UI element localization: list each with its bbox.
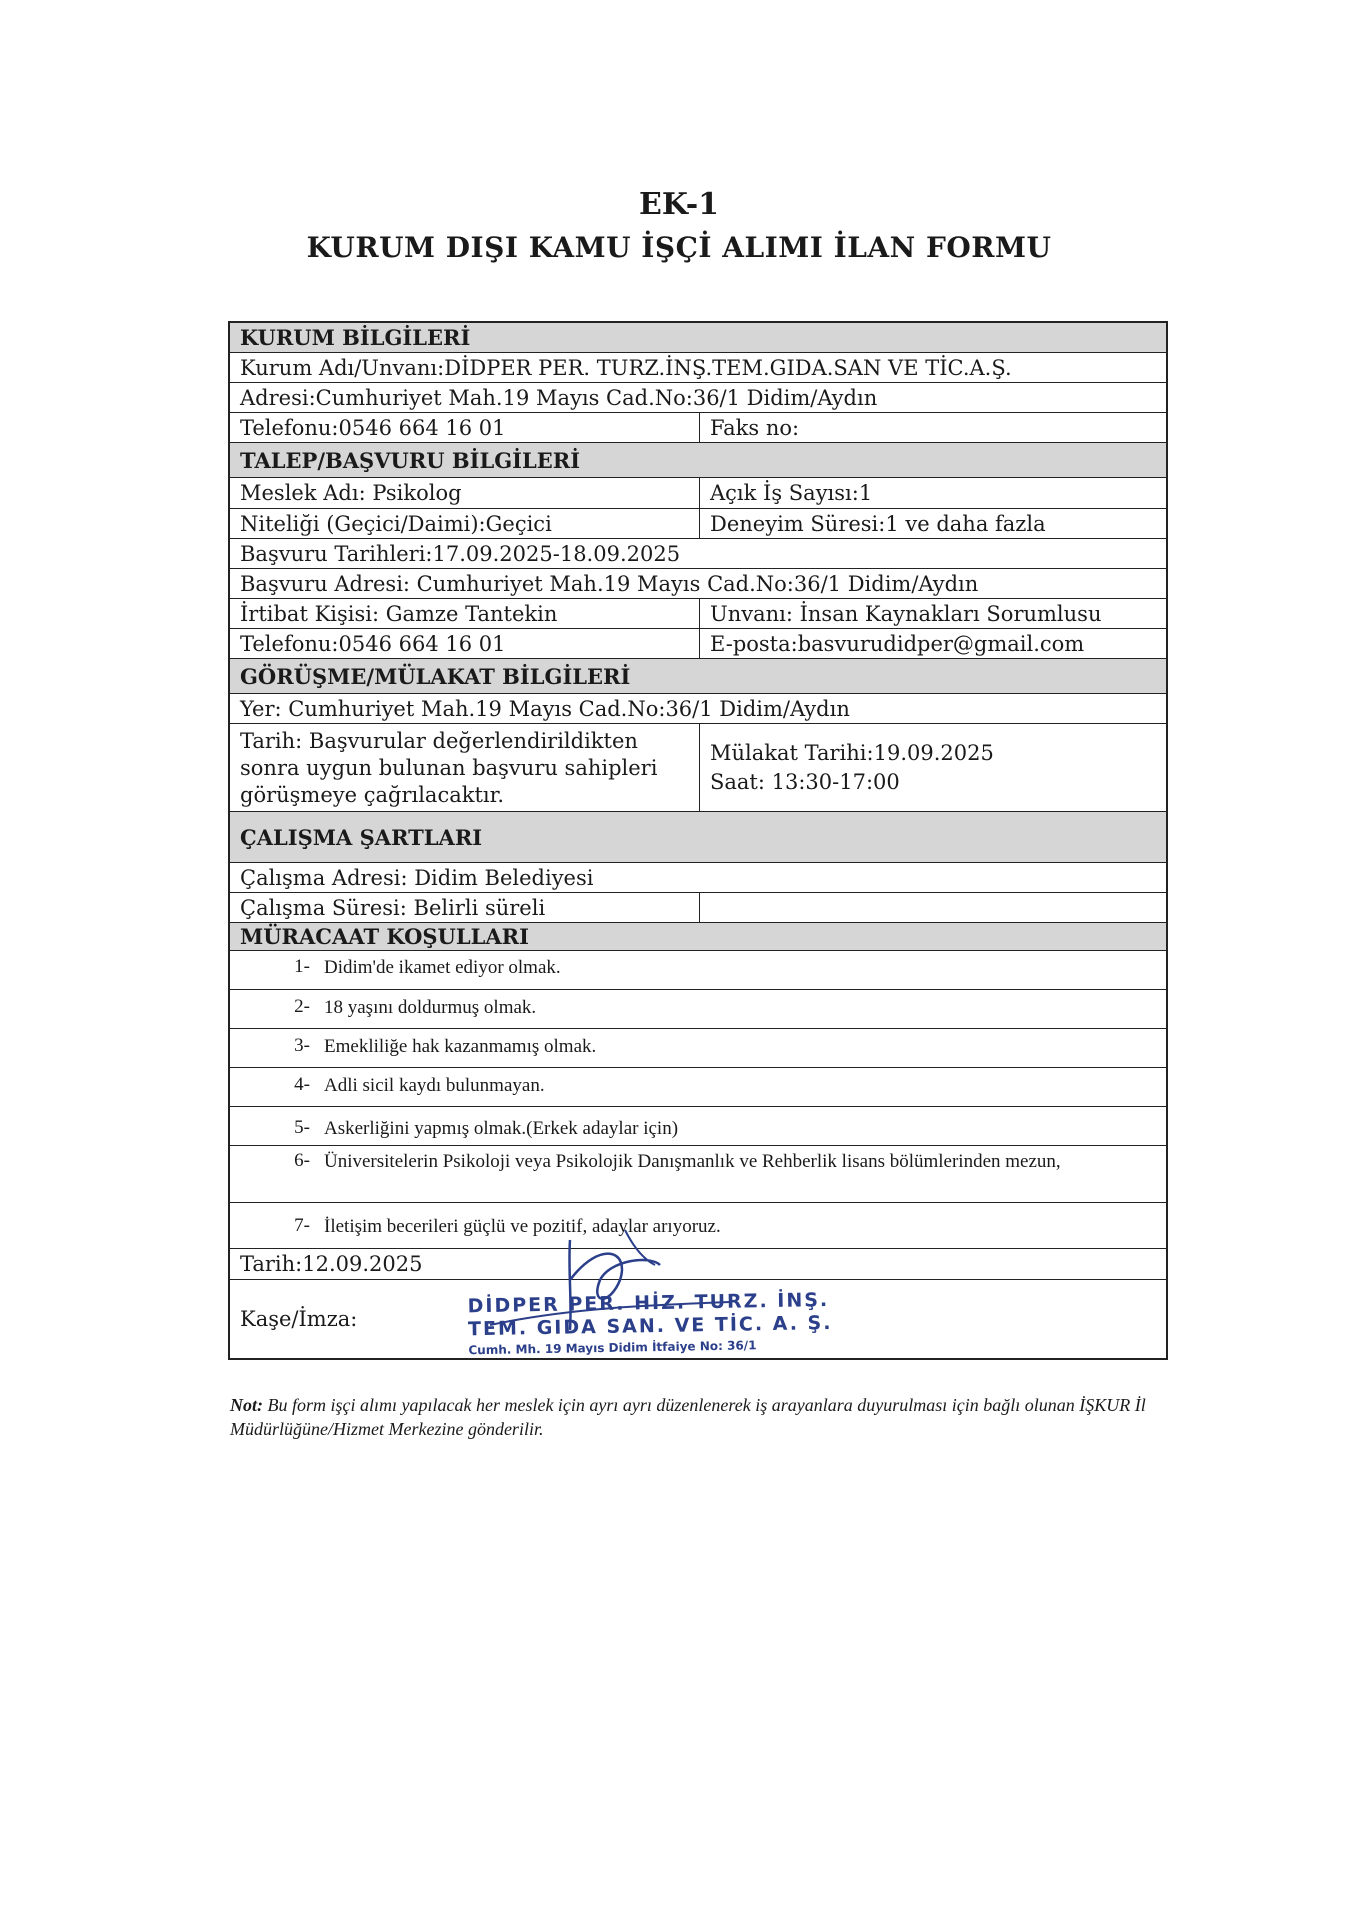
company-stamp [467,1289,848,1360]
row-dates [230,539,1166,569]
interview-date: Mülakat Tarihi:19.09.2025 [710,740,994,765]
open-positions: Açık İş Sayısı:1 [710,481,873,505]
row-interview-date [230,724,1166,812]
section-calisma [230,812,1166,863]
row-profession [230,478,1166,509]
row-app-address [230,569,1166,599]
section-title: MÜRACAAT KOŞULLARI [240,924,529,949]
application-dates: Başvuru Tarihleri:17.09.2025-18.09.2025 [240,541,681,566]
interview-place: Yer: Cumhuriyet Mah.19 Mayıs Cad.No:36/1 Didim/Aydın [240,696,850,721]
condition-number: 3- [294,1035,310,1056]
contact-email: E-posta:basvurudidper@gmail.com [710,631,1085,656]
section-gorusme [230,659,1166,694]
row-kurum-contact [230,413,1166,443]
document-code: EK-1 [638,187,720,222]
stamp-line: TEM. GIDA SAN. VE TİC. A. Ş. [467,1311,833,1341]
row-contact-phone [230,629,1166,659]
experience: Deneyim Süresi:1 ve daha fazla [710,511,1046,536]
condition-text: 18 yaşını doldurmuş olmak. [324,997,537,1018]
section-title: GÖRÜŞME/MÜLAKAT BİLGİLERİ [240,663,631,689]
stamp-label: Kaşe/İmza: [240,1307,358,1331]
row-work-duration [230,893,1166,923]
note-text: Bu form işçi alımı yapılacak her meslek için ayrı ayrı düzenlenerek iş arayanlara duyurulması için bağlı olunan İŞKUR İl Müdürlüğüne/Hizmet Merkezine gönderilir. [230,1395,1146,1439]
condition-row [230,1068,1166,1107]
condition-row [230,951,1166,990]
work-address: Çalışma Adresi: Didim Belediyesi [240,865,594,890]
condition-text: Emekliliğe hak kazanmamış olmak. [324,1036,597,1057]
institution-address: Adresi:Cumhuriyet Mah.19 Mayıs Cad.No:36/1 Didim/Aydın [240,385,878,410]
condition-number: 5- [294,1117,310,1138]
row-signature [230,1280,1166,1358]
condition-number: 6- [294,1150,310,1171]
condition-text: Didim'de ikamet ediyor olmak. [324,957,561,978]
condition-number: 1- [294,956,310,977]
condition-number: 4- [294,1074,310,1095]
footer-note [230,1393,1170,1441]
stamp-line: DİDPER PER. HİZ. TURZ. İNŞ. [467,1289,830,1318]
condition-text: Adli sicil kaydı bulunmayan. [324,1075,545,1096]
condition-text: İletişim becerileri güçlü ve pozitif, adaylar arıyoruz. [324,1216,721,1237]
interview-schedule [700,724,1166,811]
condition-row [230,1146,1166,1203]
interview-date-info: Tarih: Başvurular değerlendirildikten sonra uygun bulunan başvuru sahipleri görüşmeye çağrılacaktır. [230,724,700,811]
condition-number: 2- [294,996,310,1017]
institution-fax: Faks no: [710,415,800,440]
contact-person: İrtibat Kişisi: Gamze Tantekin [230,599,700,628]
section-talep [230,443,1166,478]
section-title: KURUM BİLGİLERİ [240,325,471,350]
section-title: ÇALIŞMA ŞARTLARI [240,824,483,850]
section-title: TALEP/BAŞVURU BİLGİLERİ [240,447,581,473]
row-interview-place [230,694,1166,724]
contact-title: Unvanı: İnsan Kaynakları Sorumlusu [710,601,1102,626]
section-muracaat [230,923,1166,951]
application-address: Başvuru Adresi: Cumhuriyet Mah.19 Mayıs Cad.No:36/1 Didim/Aydın [240,571,979,596]
condition-number: 7- [294,1215,310,1236]
row-work-address [230,863,1166,893]
document-header [0,184,1358,270]
announcement-form [228,321,1168,1360]
section-kurum [230,323,1166,353]
institution-name: Kurum Adı/Unvanı:DİDPER PER. TURZ.İNŞ.TEM.GIDA.SAN VE TİC.A.Ş. [240,355,1012,380]
contact-phone: Telefonu:0546 664 16 01 [230,629,700,658]
condition-row [230,1107,1166,1146]
condition-text: Askerliğini yapmış olmak.(Erkek adaylar için) [324,1118,679,1139]
row-kurum-address [230,383,1166,413]
condition-row [230,990,1166,1029]
interview-time: Saat: 13:30-17:00 [710,769,900,794]
job-nature: Niteliği (Geçici/Daimi):Geçici [230,509,700,538]
note-label: Not: [230,1395,263,1415]
stamp-line: Cumh. Mh. 19 Mayıs Didim İtfaiye No: 36/1 [468,1338,757,1358]
condition-row [230,1029,1166,1068]
work-duration: Çalışma Süresi: Belirli süreli [230,893,700,922]
row-contact [230,599,1166,629]
row-kurum-name [230,353,1166,383]
row-nature [230,509,1166,539]
condition-text: Üniversitelerin Psikoloji veya Psikolojik Danışmanlık ve Rehberlik lisans bölümlerinden mezun, [324,1151,1061,1172]
institution-phone: Telefonu:0546 664 16 01 [230,413,700,442]
form-date: Tarih:12.09.2025 [240,1252,423,1276]
empty-cell [700,893,1166,922]
profession: Meslek Adı: Psikolog [230,478,700,508]
document-title: KURUM DIŞI KAMU İŞÇİ ALIMI İLAN FORMU [306,231,1052,264]
